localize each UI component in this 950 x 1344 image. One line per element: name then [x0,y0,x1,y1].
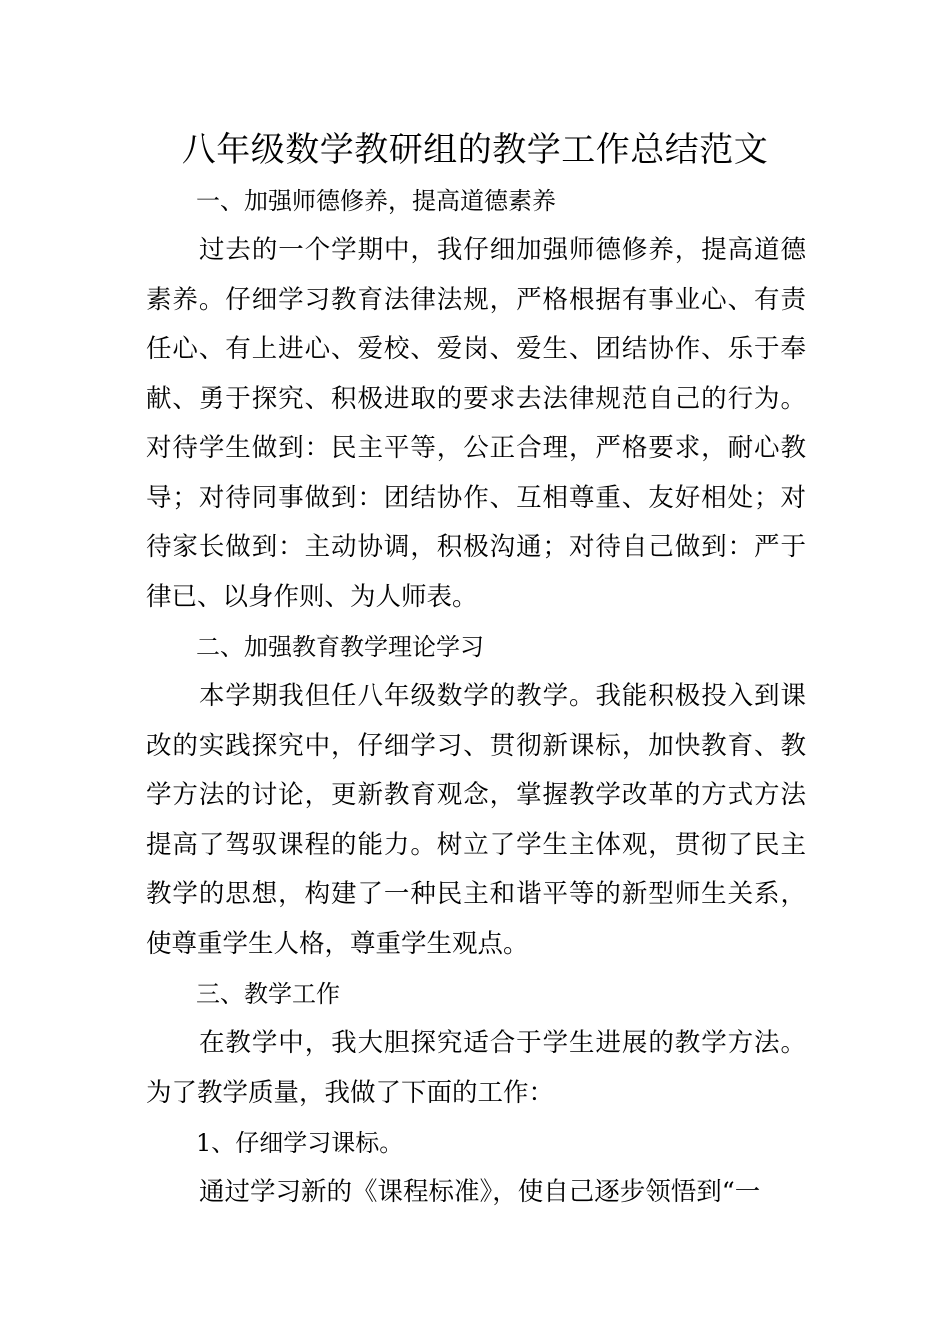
section-heading-1: 一、加强师德修养，提高道德素养 [196,187,556,215]
document-title: 八年级数学教研组的教学工作总结范文 [181,130,769,170]
paragraph-4: 通过学习新的《课程标准》，使自己逐步领悟到“一 [199,1177,761,1207]
paragraph-2: 本学期我但任八年级数学的教学。我能积极投入到课改的实践探究中，仔细学习、贯彻新课标，加快教育、教学方法的讨论，更新教育观念，掌握教学改革的方式方法提高了驾驭课程的能力。树立了学生主体观，贯彻了民主教学的思想，构建了一种民主和谐平等的新型师生关系，使尊重学生人格，尊重学生观点。 [146,681,806,959]
paragraph-1: 过去的一个学期中，我仔细加强师德修养，提高道德素养。仔细学习教育法律法规，严格根据有事业心、有责任心、有上进心、爱校、爱岗、爱生、团结协作、乐于奉献、勇于探究、积极进取的要求去法律规范自己的行为。对待学生做到：民主平等，公正合理，严格要求，耐心教导；对待同事做到：团结协作、互相尊重、友好相处；对待家长做到：主动协调，积极沟通；对待自己做到：严于律已、以身作则、为人师表。 [146,235,806,612]
paragraph-3: 在教学中，我大胆探究适合于学生进展的教学方法。为了教学质量，我做了下面的工作： [146,1028,806,1108]
document-body [146,176,806,1218]
section-heading-3: 三、教学工作 [196,980,340,1008]
section-heading-4: 1、仔细学习课标。 [196,1129,404,1157]
section-heading-2: 二、加强教育教学理论学习 [196,633,484,661]
